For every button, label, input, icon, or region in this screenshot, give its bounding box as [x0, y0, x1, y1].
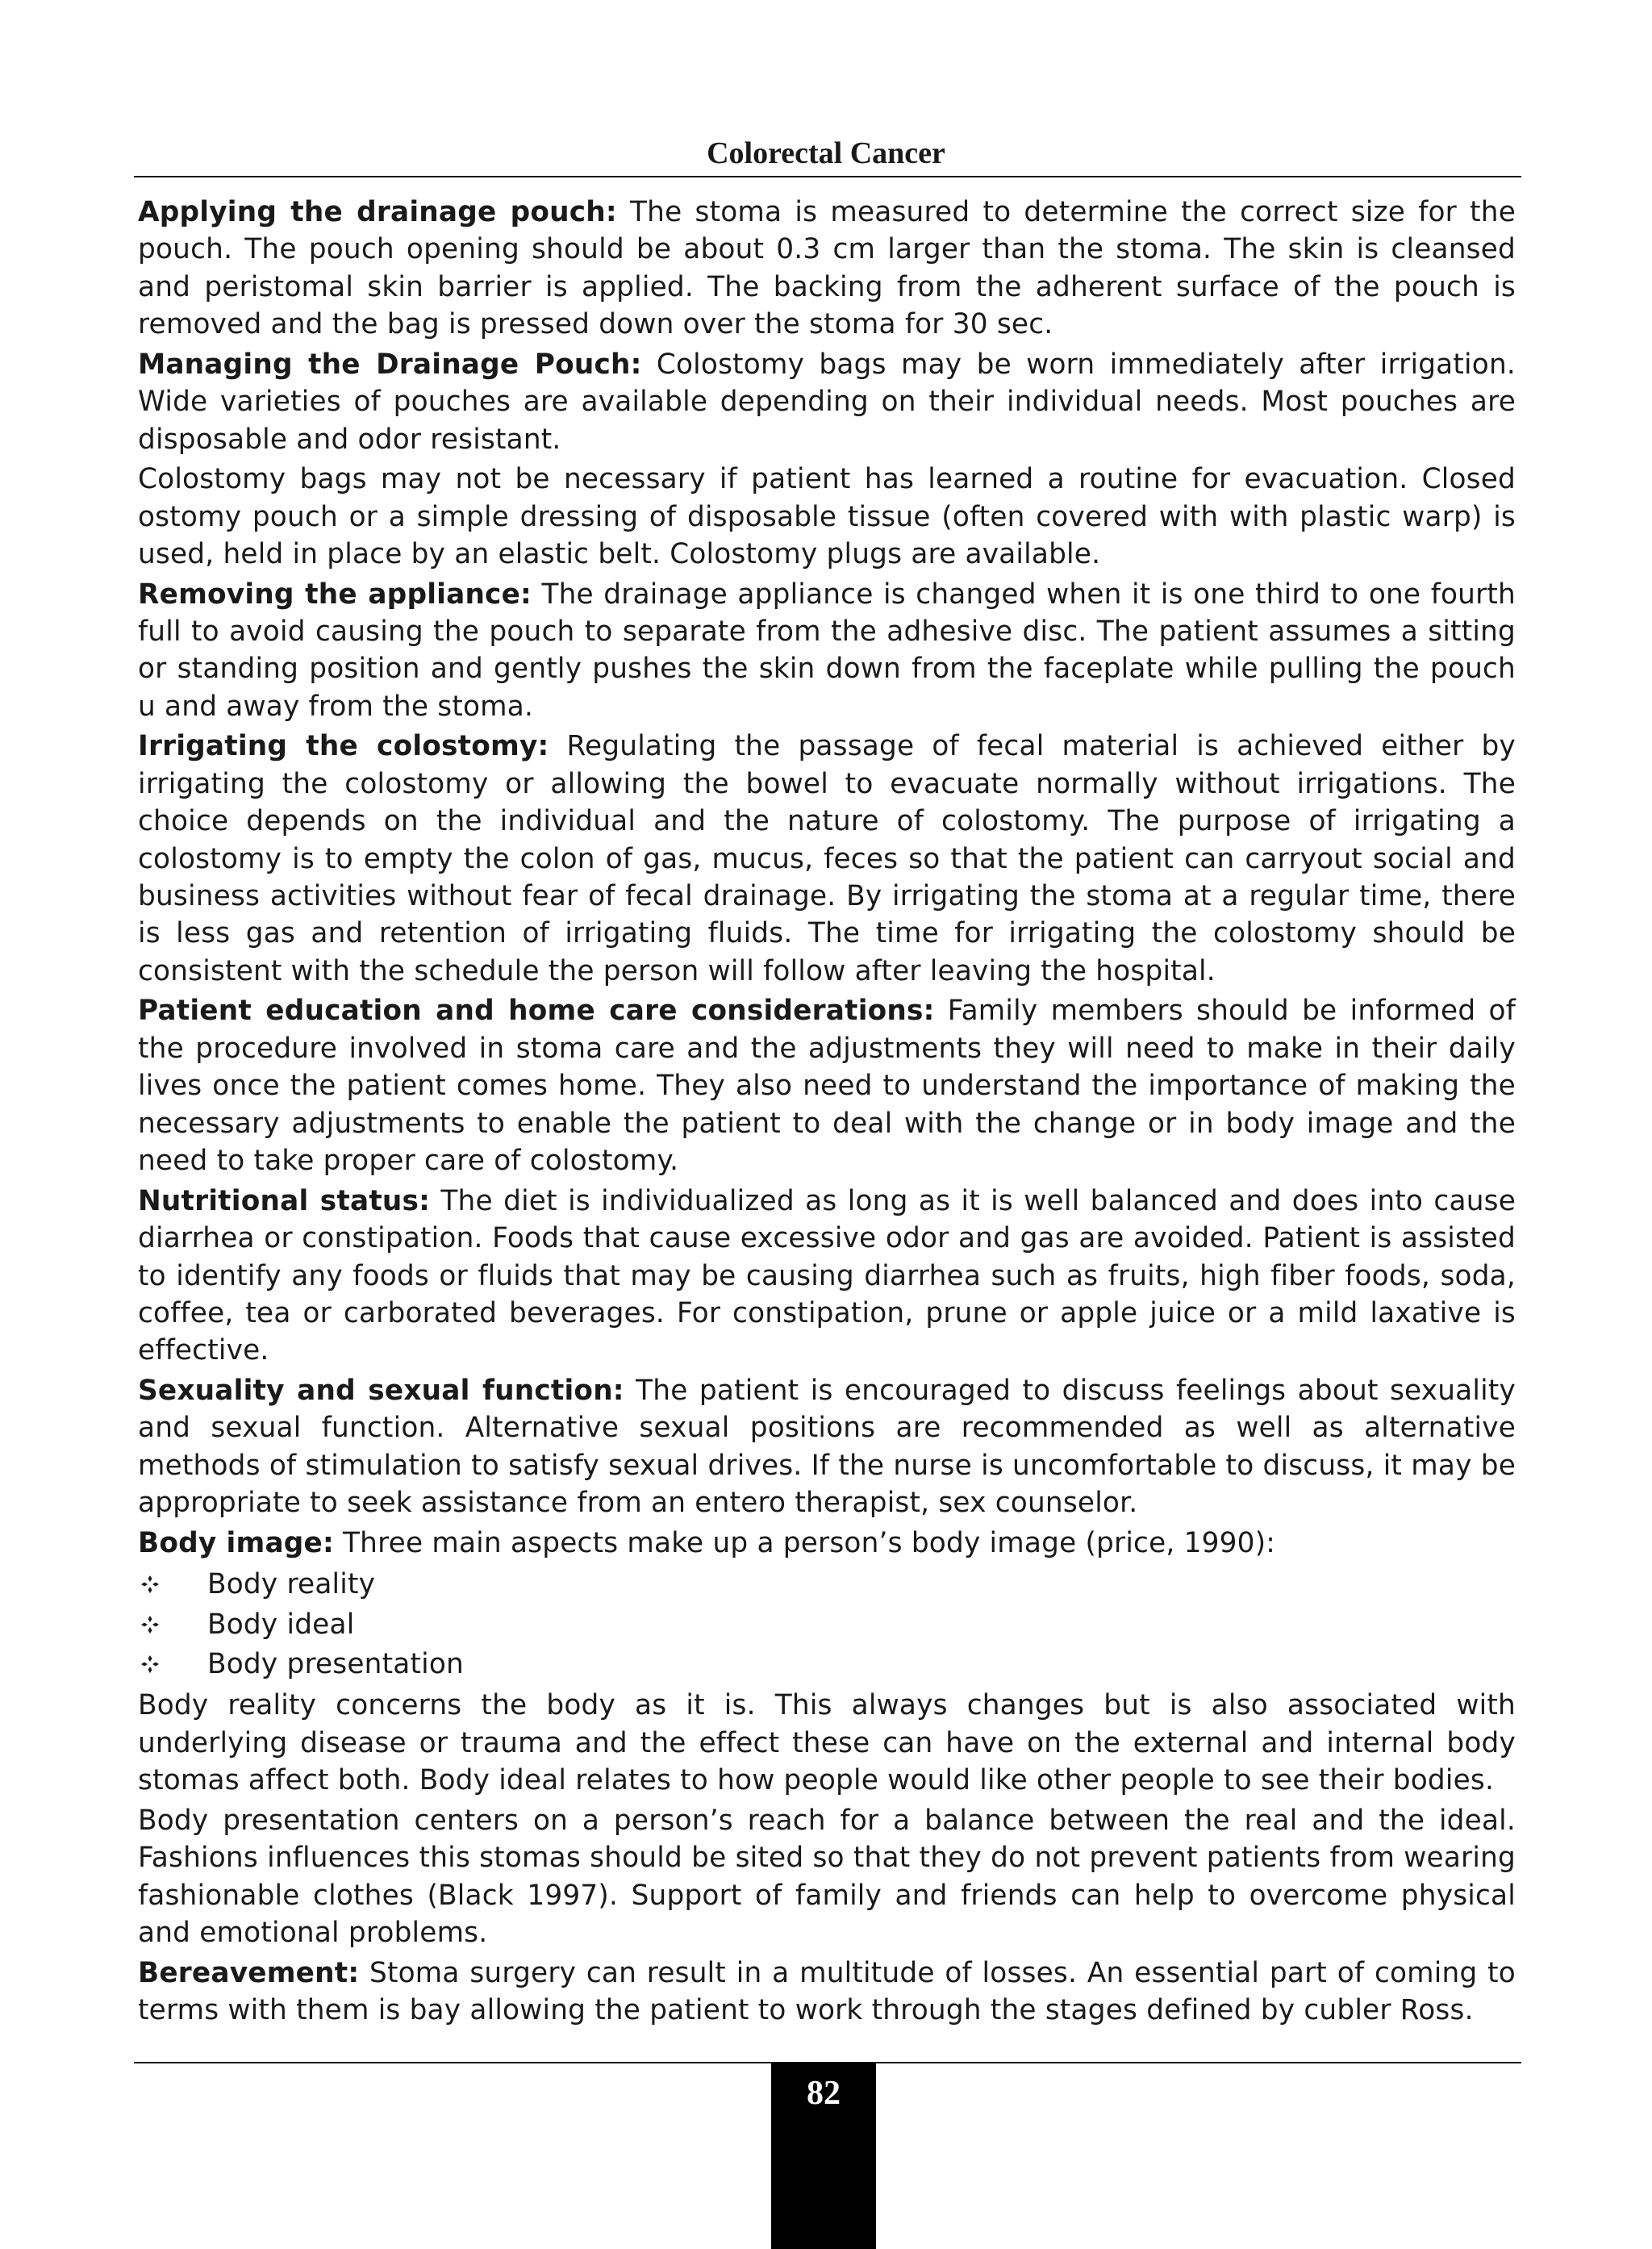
paragraph-heading: Irrigating the colostomy: — [138, 730, 549, 763]
paragraph-text: The stoma is measured to determine the correct size for the pouch. The pouch opening should be about 0.3 cm larger than the stoma. The skin is cleansed and peristomal skin barrier is applied. The backing from the adherent surface of the pouch is removed and the bag is pressed down over the stoma for 30 sec. — [138, 196, 1516, 341]
paragraph-text: The drainage appliance is changed when it is one third to one fourth full to avoid causing the pouch to separate from the adhesive disc. The patient assumes a sitting or standing position and gently pushes the skin down from the faceplate while pulling the pouch u and away from the stoma. — [138, 578, 1516, 723]
paragraph-heading: Removing the appliance: — [138, 578, 532, 611]
paragraph-heading: Body image: — [138, 1526, 334, 1559]
paragraph-text: Family members should be informed of the procedure involved in stoma care and the adjustments they will need to make in their daily lives once the patient comes home. They also need to understand the importance of making the necessary adjustments to enable the patient to deal with the change or in body image and the need to take proper care of colostomy. — [138, 995, 1516, 1178]
paragraph-body-reality — [138, 1687, 1516, 1799]
paragraph-text: Stoma surgery can result in a multitude of losses. An essential part of coming to terms with them is bay allowing the patient to work through the stages defined by cubler Ross. — [138, 1956, 1516, 2026]
paragraph-heading: Applying the drainage pouch: — [138, 196, 617, 228]
page-number: 82 — [807, 2075, 841, 2112]
paragraph-text: Body presentation centers on a person’s reach for a balance between the real and the ideal. Fashions influences this stomas should be sited so that they do not prevent patients from wearing fashionable clothes (Black 1997). Support of family and friends can help to overcome physical and emotional problems. — [138, 1804, 1516, 1949]
list-item — [138, 1564, 1516, 1604]
paragraph-nutritional-status — [138, 1183, 1516, 1370]
list-item-label: Body presentation — [207, 1648, 464, 1681]
list-item — [138, 1645, 1516, 1685]
page-number-tab — [771, 2063, 876, 2249]
paragraph-patient-education — [138, 992, 1516, 1179]
diamond-bullet-icon — [138, 1654, 207, 1674]
running-header: Colorectal Cancer — [707, 136, 945, 170]
paragraph-sexuality — [138, 1372, 1516, 1522]
paragraph-text: The diet is individualized as long as it is well balanced and does into cause diarrhea or constipation. Foods that cause excessive odor and gas are avoided. Patient is assisted to identify any foods or fluids that may be causing diarrhea such as fruits, high fiber foods, soda, coffee, tea or carborated beverages. For constipation, prune or apple juice or a mild laxative is effective. — [138, 1184, 1516, 1367]
paragraph-text: Colostomy bags may be worn immediately after irrigation. Wide varieties of pouches are available depending on their individual needs. Most pouches are disposable and odor resistant. — [138, 348, 1516, 456]
paragraph-irrigating — [138, 728, 1516, 990]
body-image-list — [138, 1564, 1516, 1684]
paragraph-text: Body reality concerns the body as it is. This always changes but is also associated with underlying disease or trauma and the effect these can have on the external and internal body stomas affect both. Body ideal relates to how people would like other people to see their bodies. — [138, 1689, 1516, 1797]
paragraph-managing-pouch — [138, 346, 1516, 458]
paragraph-heading: Managing the Drainage Pouch: — [138, 348, 642, 381]
paragraph-body-presentation — [138, 1802, 1516, 1952]
list-item — [138, 1604, 1516, 1645]
page-body — [138, 194, 1516, 2032]
paragraph-text: Regulating the passage of fecal material is achieved either by irrigating the colostomy or allowing the bowel to evacuate normally without irrigations. The choice depends on the individual and the nature of colostomy. The purpose of irrigating a colostomy is to empty the colon of gas, mucus, feces so that the patient can carryout social and business activities without fear of fecal drainage. By irrigating the stoma at a regular time, there is less gas and retention of irrigating fluids. The time for irrigating the colostomy should be consistent with the schedule the person will follow after leaving the hospital. — [138, 730, 1516, 987]
diamond-bullet-icon — [138, 1575, 207, 1594]
paragraph-text: Colostomy bags may not be necessary if patient has learned a routine for evacuation. Closed ostomy pouch or a simple dressing of disposable tissue (often covered with with plastic warp) is used, held in place by an elastic belt. Colostomy plugs are available. — [138, 463, 1516, 571]
paragraph-text: The patient is encouraged to discuss feelings about sexuality and sexual function. Alternative sexual positions are recommended as well as alternative methods of stimulation to satisfy sexual drives. If the nurse is uncomfortable to discuss, it may be appropriate to seek assistance from an entero therapist, sex counselor. — [138, 1374, 1516, 1520]
paragraph-colostomy-bags — [138, 461, 1516, 573]
paragraph-heading: Patient education and home care considerations: — [138, 995, 935, 1028]
paragraph-text: Three main aspects make up a person’s body image (price, 1990): — [333, 1526, 1276, 1559]
paragraph-applying-pouch — [138, 194, 1516, 344]
paragraph-heading: Nutritional status: — [138, 1184, 431, 1217]
list-item-label: Body reality — [207, 1567, 376, 1600]
list-item-label: Body ideal — [207, 1608, 355, 1641]
paragraph-heading: Bereavement: — [138, 1956, 360, 1989]
paragraph-removing-appliance — [138, 576, 1516, 726]
diamond-bullet-icon — [138, 1615, 207, 1634]
paragraph-bereavement — [138, 1955, 1516, 2030]
paragraph-body-image — [138, 1525, 1516, 1562]
paragraph-heading: Sexuality and sexual function: — [138, 1374, 624, 1407]
header-rule — [134, 176, 1521, 177]
